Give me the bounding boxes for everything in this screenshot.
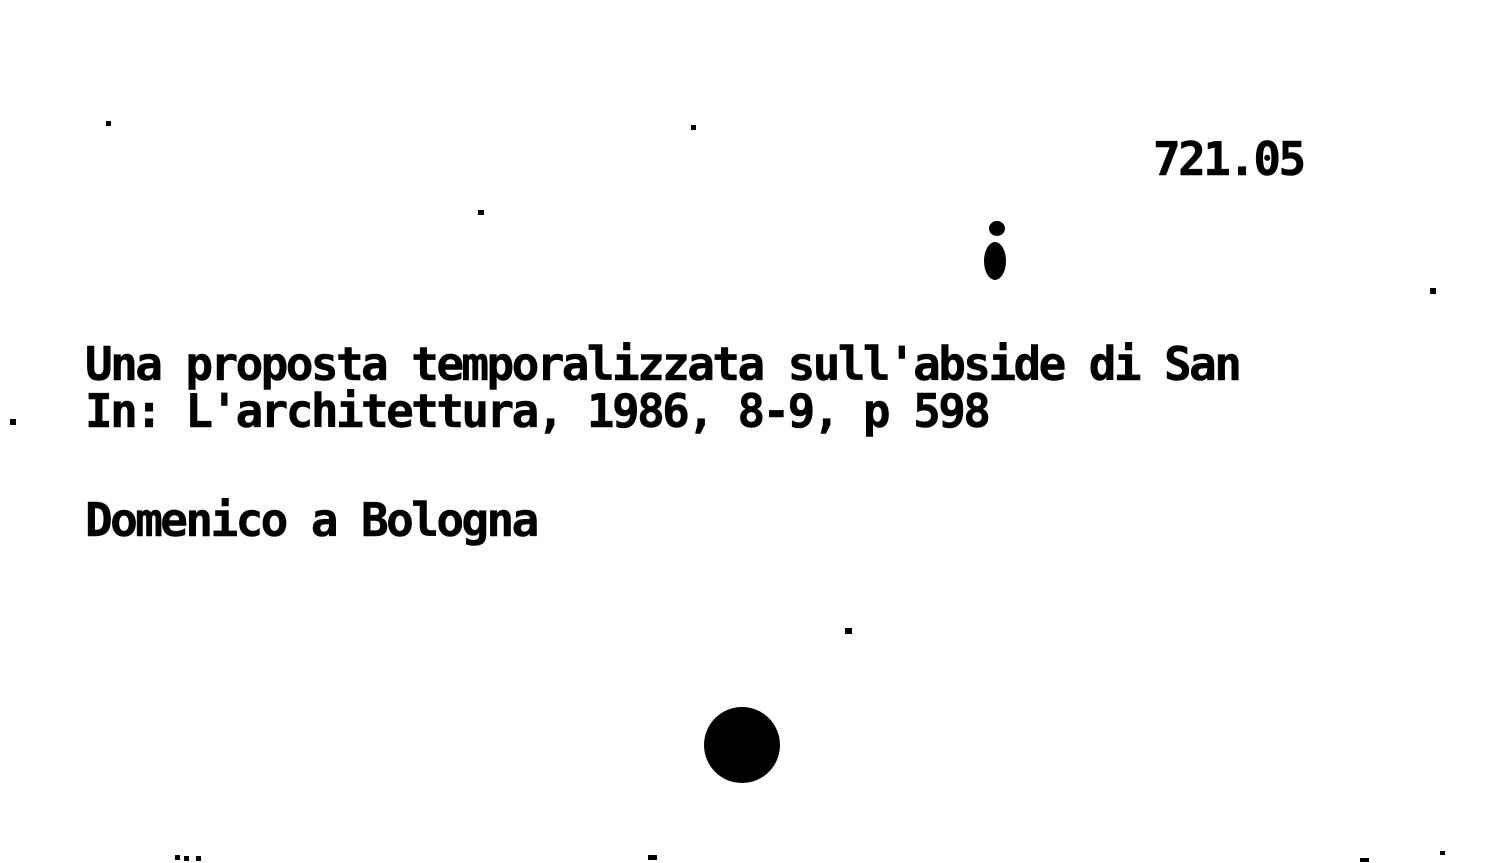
ink-speck-10 (648, 855, 657, 860)
ink-speck-2 (691, 125, 696, 130)
source-citation: In: L'architettura, 1986, 8-9, p 598 (85, 384, 989, 438)
ink-blot (704, 707, 780, 783)
ink-speck-12 (1440, 851, 1445, 855)
ink-speck-5 (10, 419, 16, 425)
title-line-1: Una proposta temporalizzata sull'abside di San (85, 337, 1240, 391)
ink-speck-4 (1430, 288, 1436, 294)
ink-speck-3 (478, 210, 484, 215)
ink-speck-6 (845, 628, 852, 634)
i-floating-dot (989, 221, 1005, 236)
ink-speck-11 (1360, 858, 1369, 862)
i-ink-blob (984, 242, 1006, 280)
card-title (85, 234, 1239, 650)
classification-number: 721.05 (1153, 132, 1304, 186)
ink-speck-9 (196, 856, 201, 861)
ink-speck-7 (175, 855, 180, 860)
title-line-2: Domenico a Bologna (85, 493, 537, 547)
ink-speck-1 (106, 121, 111, 126)
ink-speck-8 (184, 856, 189, 861)
